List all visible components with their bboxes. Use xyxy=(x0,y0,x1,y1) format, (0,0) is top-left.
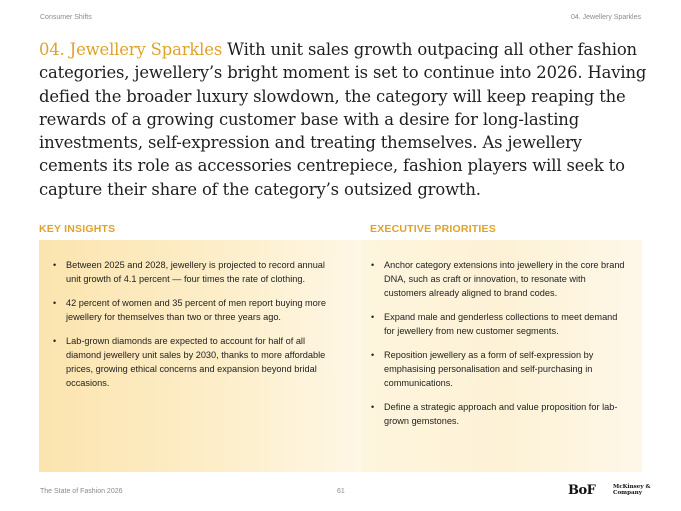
bullet-icon: • xyxy=(371,402,375,412)
bullet-icon: • xyxy=(371,350,375,360)
list-item-text: Between 2025 and 2028, jewellery is projected to record annual unit growth of 4.1 percent — four times the rate of clothing. xyxy=(66,260,325,284)
list-item-text: Expand male and genderless collections to meet demand for jewellery from new customer segments. xyxy=(384,312,618,336)
list-item-text: Define a strategic approach and value proposition for lab-grown gemstones. xyxy=(384,402,618,426)
footer-source: The State of Fashion 2026 xyxy=(40,488,123,495)
running-header xyxy=(40,14,641,26)
headline xyxy=(39,38,649,201)
list-item xyxy=(370,310,628,338)
mckinsey-logo: McKinsey & Company xyxy=(613,484,651,497)
list-item xyxy=(370,258,628,300)
bullet-icon: • xyxy=(53,260,57,270)
bullet-icon: • xyxy=(53,298,57,308)
list-item-text: Reposition jewellery as a form of self-expression by emphasising personalisation and self-purchasing in communications. xyxy=(384,350,594,388)
bof-logo: BoF xyxy=(568,483,596,498)
chapter-label: 04. Jewellery Sparkles xyxy=(570,14,641,21)
headline-body: With unit sales growth outpacing all other fashion categories, jewellery’s bright moment is set to continue into 2026. Having defied the broader luxury slowdown, the category will keep reaping the rewards of a growing customer base with a desire for long-lasting investments, self-expression and treating themselves. As jewellery cements its role as accessories centrepiece, fashion players will seek to capture their share of the category’s outsized growth. xyxy=(39,40,647,199)
key-insights-title: KEY INSIGHTS xyxy=(39,223,116,235)
list-item-text: Lab-grown diamonds are expected to account for half of all diamond jewellery unit sales by 2030, thanks to more affordable prices, growing ethical concerns and expansion beyond bridal occasions. xyxy=(66,336,326,388)
key-insights-list xyxy=(52,258,342,400)
executive-priorities-panel xyxy=(361,240,642,472)
list-item xyxy=(370,348,628,390)
page-footer xyxy=(40,483,651,503)
page-number: 61 xyxy=(337,488,345,495)
executive-priorities-title: EXECUTIVE PRIORITIES xyxy=(370,223,496,235)
bullet-icon: • xyxy=(371,312,375,322)
list-item-text: Anchor category extensions into jewellery in the core brand DNA, such as craft or innovation, to resonate with customers already aligned to brand codes. xyxy=(384,260,625,298)
section-label: Consumer Shifts xyxy=(40,14,92,21)
list-item-text: 42 percent of women and 35 percent of men report buying more jewellery for themselves than two or three years ago. xyxy=(66,298,326,322)
list-item xyxy=(52,258,342,286)
list-item xyxy=(52,296,342,324)
list-item xyxy=(52,334,342,390)
executive-priorities-list xyxy=(370,258,628,438)
bullet-icon: • xyxy=(53,336,57,346)
list-item xyxy=(370,400,628,428)
key-insights-panel xyxy=(39,240,361,472)
headline-accent: 04. Jewellery Sparkles xyxy=(39,40,223,59)
bullet-icon: • xyxy=(371,260,375,270)
